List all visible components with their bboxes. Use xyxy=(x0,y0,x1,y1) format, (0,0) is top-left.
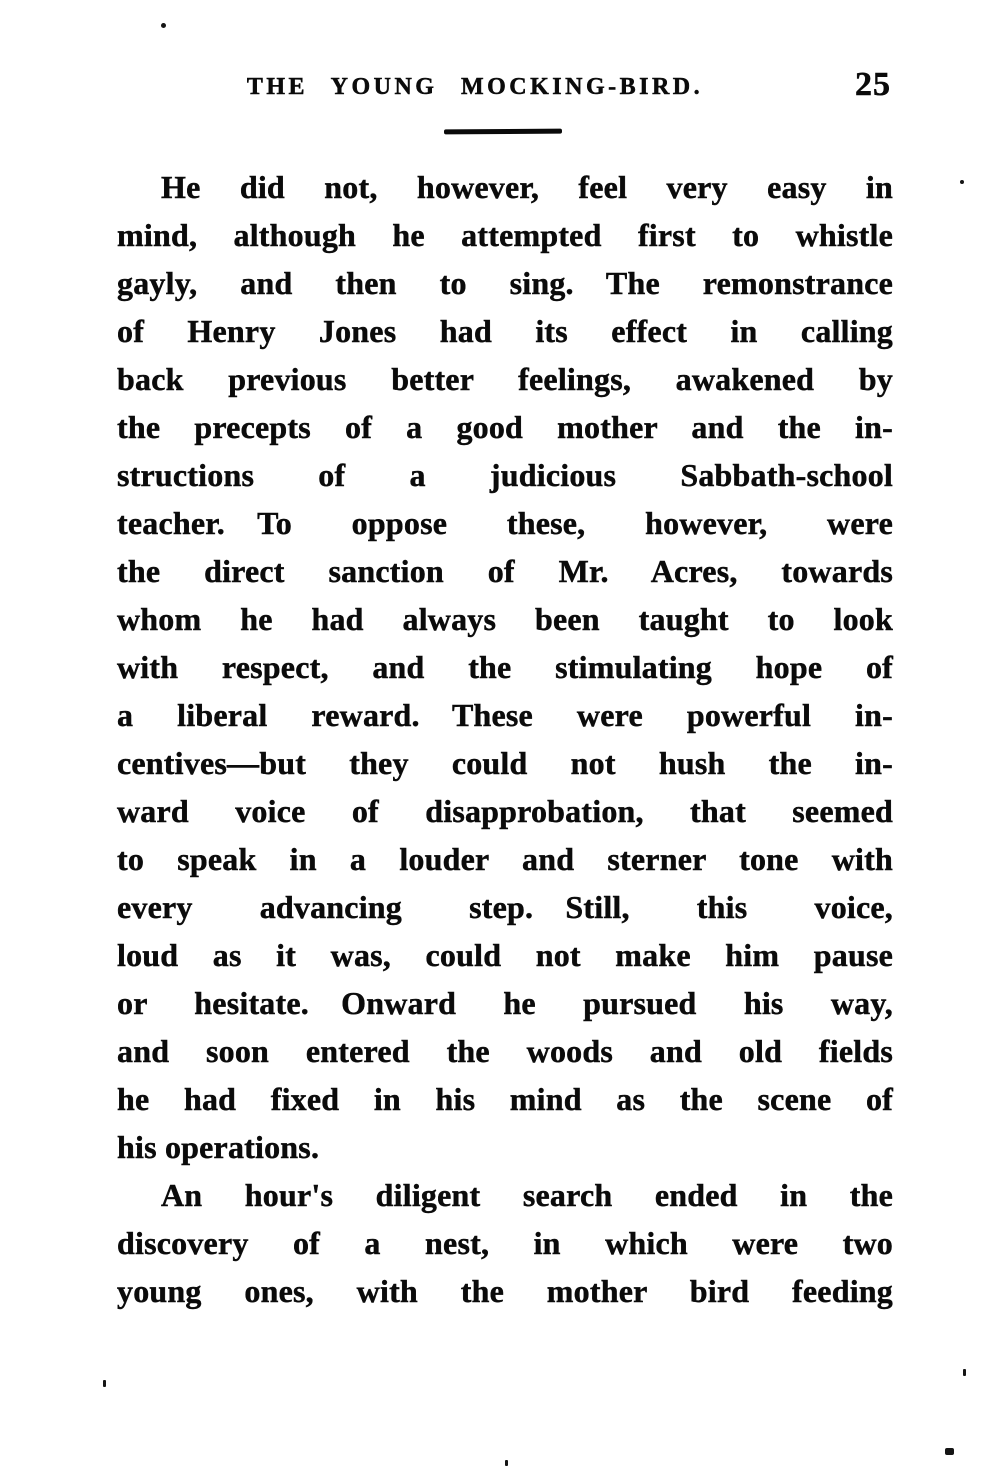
text-line: he had fixed in his mind as the scene of xyxy=(117,1081,893,1117)
page-number: 25 xyxy=(855,66,891,103)
scan-speck xyxy=(963,1369,966,1376)
text-line: discovery of a nest, in which were two xyxy=(117,1225,893,1261)
scan-speck xyxy=(161,23,166,28)
text-line: loud as it was, could not make him pause xyxy=(117,937,893,973)
header-divider-rule xyxy=(444,129,562,135)
text-line: to speak in a louder and sterner tone with xyxy=(117,841,893,877)
scan-speck xyxy=(103,1380,106,1387)
text-line: or hesitate. Onward he pursued his way, xyxy=(117,985,893,1021)
paragraph xyxy=(117,163,893,1171)
text-line: a liberal reward. These were powerful in- xyxy=(117,697,893,733)
text-line: ward voice of disapprobation, that seemed xyxy=(117,793,893,829)
text-line: of Henry Jones had its effect in calling xyxy=(117,313,893,349)
scan-speck xyxy=(960,180,964,184)
text-line: whom he had always been taught to look xyxy=(117,601,893,637)
text-line: back previous better feelings, awakened by xyxy=(117,361,893,397)
text-line: the direct sanction of Mr. Acres, towards xyxy=(117,553,893,589)
text-line: An hour's diligent search ended in the xyxy=(161,1177,893,1213)
text-line: mind, although he attempted first to whistle xyxy=(117,217,893,253)
scan-speck xyxy=(945,1448,954,1455)
text-line: young ones, with the mother bird feeding xyxy=(117,1273,893,1309)
text-line: gayly, and then to sing. The remonstrance xyxy=(117,265,893,301)
paragraph xyxy=(117,1171,893,1315)
text-line: structions of a judicious Sabbath-school xyxy=(117,457,893,493)
text-line: every advancing step. Still, this voice, xyxy=(117,889,893,925)
text-line: the precepts of a good mother and the in- xyxy=(117,409,893,445)
scan-speck xyxy=(505,1460,508,1466)
page-header xyxy=(117,66,893,112)
text-line: and soon entered the woods and old fields xyxy=(117,1033,893,1069)
text-line: his operations. xyxy=(117,1129,320,1165)
text-body xyxy=(117,163,893,1315)
running-title: THE YOUNG MOCKING-BIRD. xyxy=(246,74,704,100)
text-line: teacher. To oppose these, however, were xyxy=(117,505,893,541)
text-line: He did not, however, feel very easy in xyxy=(161,169,893,205)
text-line: centives—but they could not hush the in- xyxy=(117,745,893,781)
text-line: with respect, and the stimulating hope of xyxy=(117,649,893,685)
